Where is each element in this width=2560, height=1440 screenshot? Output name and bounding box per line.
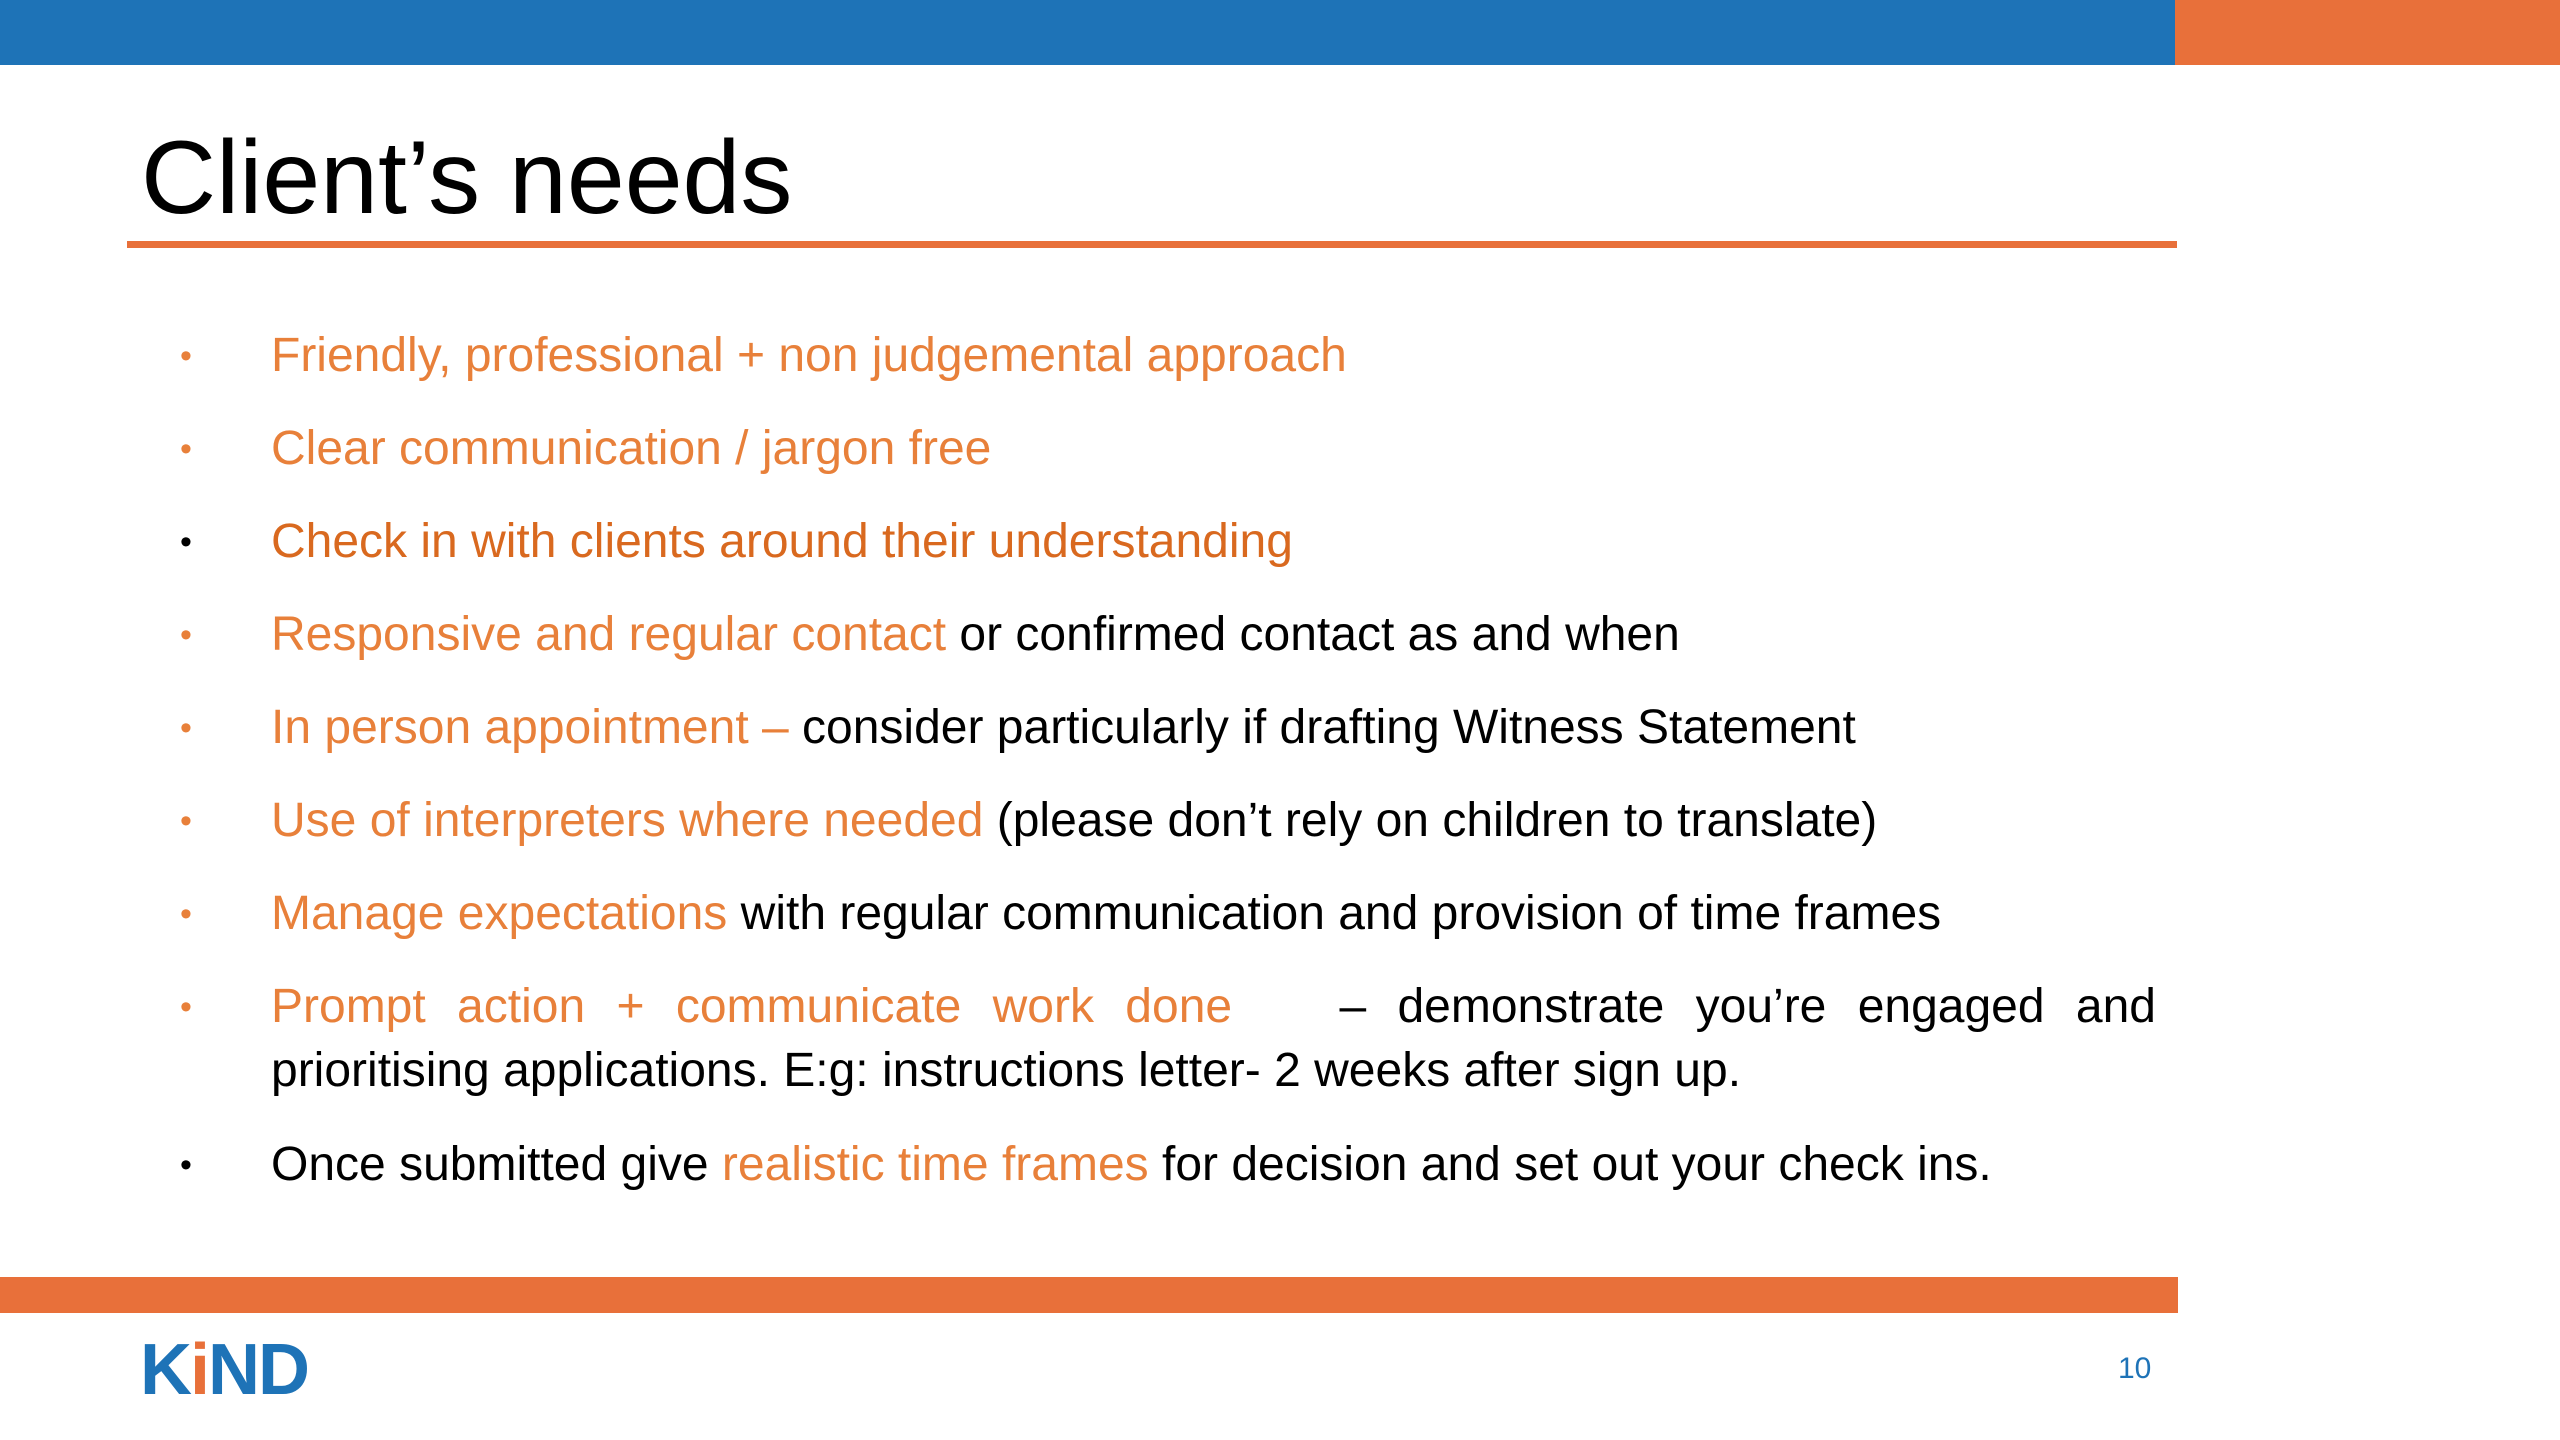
bullet-text	[271, 882, 2156, 946]
bullet-highlight: Friendly, professional + non judgemental approach	[271, 329, 1347, 382]
top-accent-bar-blue	[0, 0, 2175, 65]
bullet-dot: •	[180, 709, 192, 747]
bullet-dot: •	[180, 523, 192, 561]
bullet-dot: •	[180, 616, 192, 654]
page-number: 10	[2118, 1352, 2152, 1385]
bullet-plain: or confirmed contact as and when	[946, 608, 1680, 661]
bullet-plain: consider particularly if drafting Witness Statement	[802, 701, 1856, 754]
bullet-highlight: Manage expectations	[271, 887, 728, 940]
bullet-dot: •	[180, 337, 192, 375]
slide-title: Client’s needs	[141, 120, 793, 236]
bullet-highlight: In person appointment –	[271, 701, 803, 754]
bullet-dot: •	[180, 988, 192, 1026]
bullet-continuation: prioritising applications. E:g: instructions letter- 2 weeks after sign up.	[271, 1044, 1742, 1097]
bullet-dot: •	[180, 430, 192, 468]
logo-wordmark: KiND	[140, 1330, 309, 1410]
bullet-highlight: Clear communication / jargon free	[271, 422, 992, 475]
bullet-plain: for decision and set out your check ins.	[1148, 1138, 1992, 1191]
bullet-line	[271, 975, 2156, 1039]
bullet-plain: with regular communication and provision of time frames	[727, 887, 1942, 940]
bullet-highlight: Check in with clients around their understanding	[271, 515, 1293, 568]
bullet-text	[271, 603, 2156, 667]
bullet-highlight: Prompt action + communicate work done	[271, 980, 1233, 1033]
top-accent-bar-orange	[2175, 0, 2560, 65]
kind-logo	[140, 1330, 360, 1423]
bullet-item	[160, 975, 2160, 1105]
bullet-dot: •	[180, 895, 192, 933]
bullet-dot: •	[180, 1146, 192, 1184]
bullet-plain: (please don’t rely on children to translate)	[983, 794, 1878, 847]
bullet-plain: – demonstrate you’re engaged and	[1339, 980, 2156, 1033]
bullet-dot: •	[180, 802, 192, 840]
bullet-highlight: realistic time frames	[721, 1138, 1149, 1191]
bottom-accent-bar	[0, 1277, 2178, 1313]
bullet-text	[271, 1133, 2156, 1197]
bullet-text	[271, 789, 2156, 853]
bullet-text	[271, 510, 2156, 574]
bullet-highlight: Use of interpreters where needed	[271, 794, 984, 847]
bullet-text	[271, 975, 2156, 1103]
bullet-text	[271, 696, 2156, 760]
bullet-text	[271, 324, 2156, 388]
bullet-highlight: Responsive and regular contact	[271, 608, 947, 661]
title-underline	[127, 241, 2177, 248]
bullet-plain-prefix: Once submitted give	[271, 1138, 722, 1191]
bullet-text	[271, 417, 2156, 481]
